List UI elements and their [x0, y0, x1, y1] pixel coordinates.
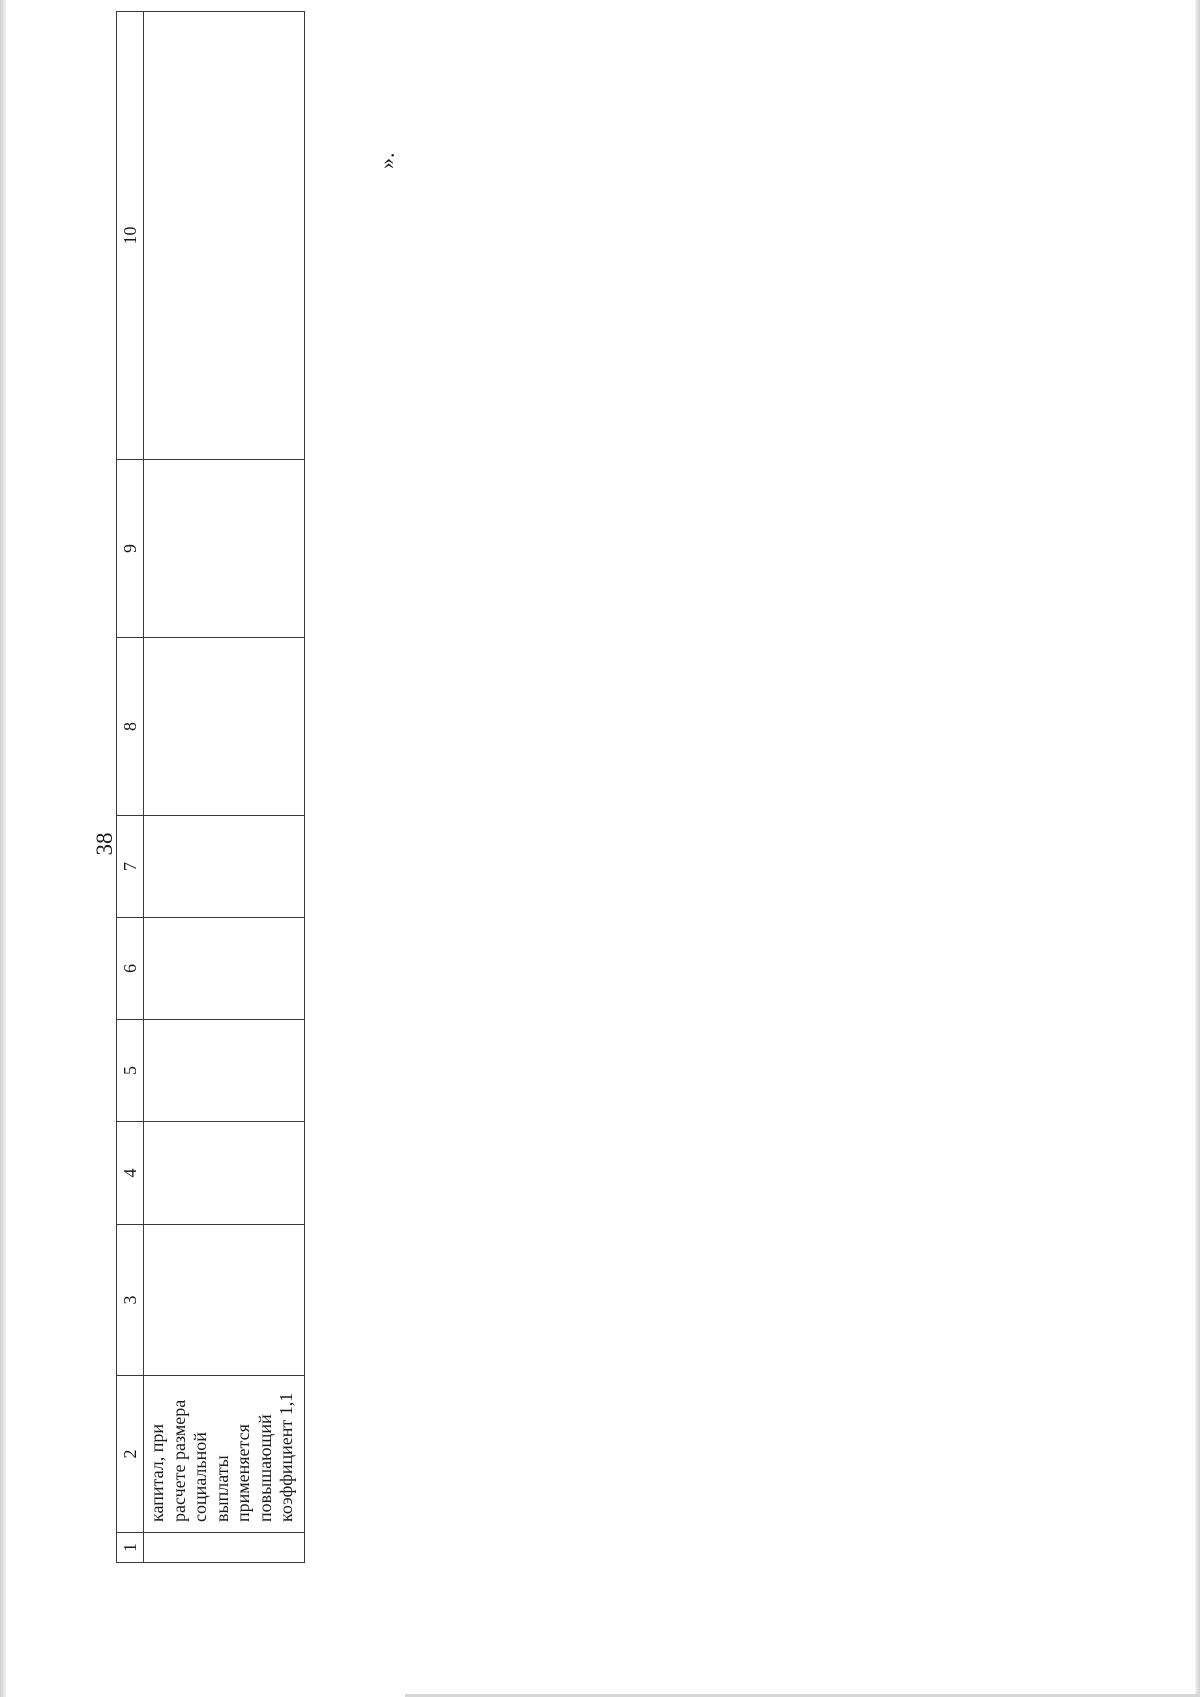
cell-text [144, 1122, 147, 1224]
cell-text [144, 1225, 147, 1375]
table-cell-6 [144, 918, 305, 1020]
cell-text [144, 1533, 147, 1562]
column-header-2: 2 [117, 1376, 144, 1533]
table-cell-9 [144, 460, 305, 638]
cell-text [144, 12, 147, 459]
table-cell-1 [144, 1533, 305, 1563]
column-header-3: 3 [117, 1225, 144, 1376]
table-cell-8 [144, 638, 305, 816]
cell-text [144, 460, 147, 637]
column-header-5: 5 [117, 1020, 144, 1122]
closing-quote-mark: ». [374, 152, 399, 169]
table-cell-3 [144, 1225, 305, 1376]
cell-text [144, 918, 147, 1019]
table-cell-4 [144, 1122, 305, 1225]
cell-text: капитал, при расчете размера социальной выплаты применяется повышающий коэффициент 1,1 [147, 1392, 296, 1522]
column-header-8: 8 [117, 638, 144, 816]
table-row [144, 12, 305, 1563]
cell-text [144, 638, 147, 815]
column-header-7: 7 [117, 816, 144, 918]
table-cell-2 [144, 1376, 305, 1533]
column-header-1: 1 [117, 1533, 144, 1563]
cell-text [144, 816, 147, 917]
table-cell-10 [144, 12, 305, 460]
table-cell-5 [144, 1020, 305, 1122]
column-header-9: 9 [117, 460, 144, 638]
page-number: 38 [92, 832, 117, 856]
column-header-4: 4 [117, 1122, 144, 1225]
column-header-10: 10 [117, 12, 144, 460]
data-table [116, 11, 305, 1563]
cell-text [144, 1020, 147, 1121]
table-cell-7 [144, 816, 305, 918]
column-header-6: 6 [117, 918, 144, 1020]
table-header-row [117, 12, 144, 1563]
